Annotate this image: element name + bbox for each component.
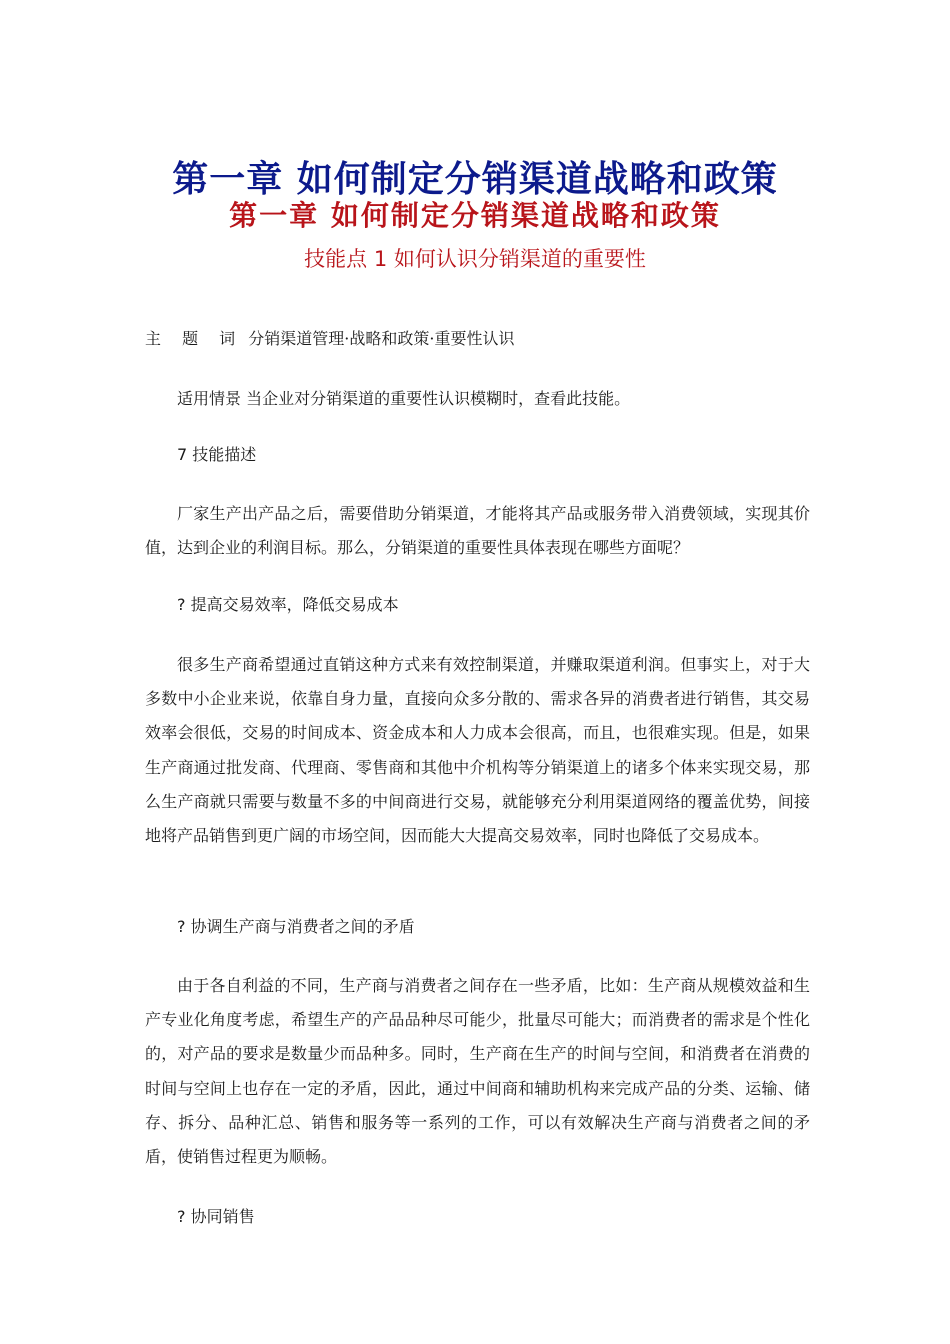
intro-paragraph: 厂家生产出产品之后，需要借助分销渠道，才能将其产品或服务带入消费领域，实现其价值，达到企业的利润目标。那么，分销渠道的重要性具体表现在哪些方面呢？ bbox=[145, 504, 810, 558]
scenario-line: 适用情景 当企业对分销渠道的重要性认识模糊时，查看此技能。 bbox=[177, 389, 631, 408]
chapter-title-secondary: 第一章 如何制定分销渠道战略和政策 bbox=[229, 199, 721, 232]
point-paragraph: 很多生产商希望通过直销这种方式来有效控制渠道，并赚取渠道利润。但事实上，对于大多数中小企业来说，依靠自身力量，直接向众多分散的、需求各异的消费者进行销售，其交易效率会很低，交易的时间成本、资金成本和人力成本会很高，而且，也很难实现。但是，如果生产商通过批发商、代理商、零售商和其他中介机构等分销渠道上的诸多个体来实现交易，那么生产商就只需要与数量不多的中间商进行交易，就能够充分利用渠道网络的覆盖优势，间接地将产品销售到更广阔的市场空间，因而能大大提高交易效率，同时也降低了交易成本。 bbox=[145, 655, 810, 846]
section-heading: 7 技能描述 bbox=[177, 445, 257, 464]
point-heading: ? 协调生产商与消费者之间的矛盾 bbox=[177, 917, 415, 936]
skill-point-subtitle: 技能点 1 如何认识分销渠道的重要性 bbox=[304, 247, 646, 271]
keywords-label: 主 题 词 bbox=[145, 329, 244, 348]
chapter-title: 第一章 如何制定分销渠道战略和政策 bbox=[172, 158, 778, 200]
point-heading: ? 提高交易效率，降低交易成本 bbox=[177, 595, 399, 614]
keywords-line bbox=[145, 322, 810, 356]
point-paragraph: 由于各自利益的不同，生产商与消费者之间存在一些矛盾，比如：生产商从规模效益和生产专业化角度考虑，希望生产的产品品种尽可能少，批量尽可能大；而消费者的需求是个性化的，对产品的要求是数量少而品种多。同时，生产商在生产的时间与空间，和消费者在消费的时间与空间上也存在一定的矛盾，因此，通过中间商和辅助机构来完成产品的分类、运输、储存、拆分、品种汇总、销售和服务等一系列的工作，可以有效解决生产商与消费者之间的矛盾，使销售过程更为顺畅。 bbox=[145, 976, 810, 1167]
point-heading: ? 协同销售 bbox=[177, 1207, 255, 1226]
keywords-text: 分销渠道管理·战略和政策·重要性认识 bbox=[248, 329, 515, 348]
